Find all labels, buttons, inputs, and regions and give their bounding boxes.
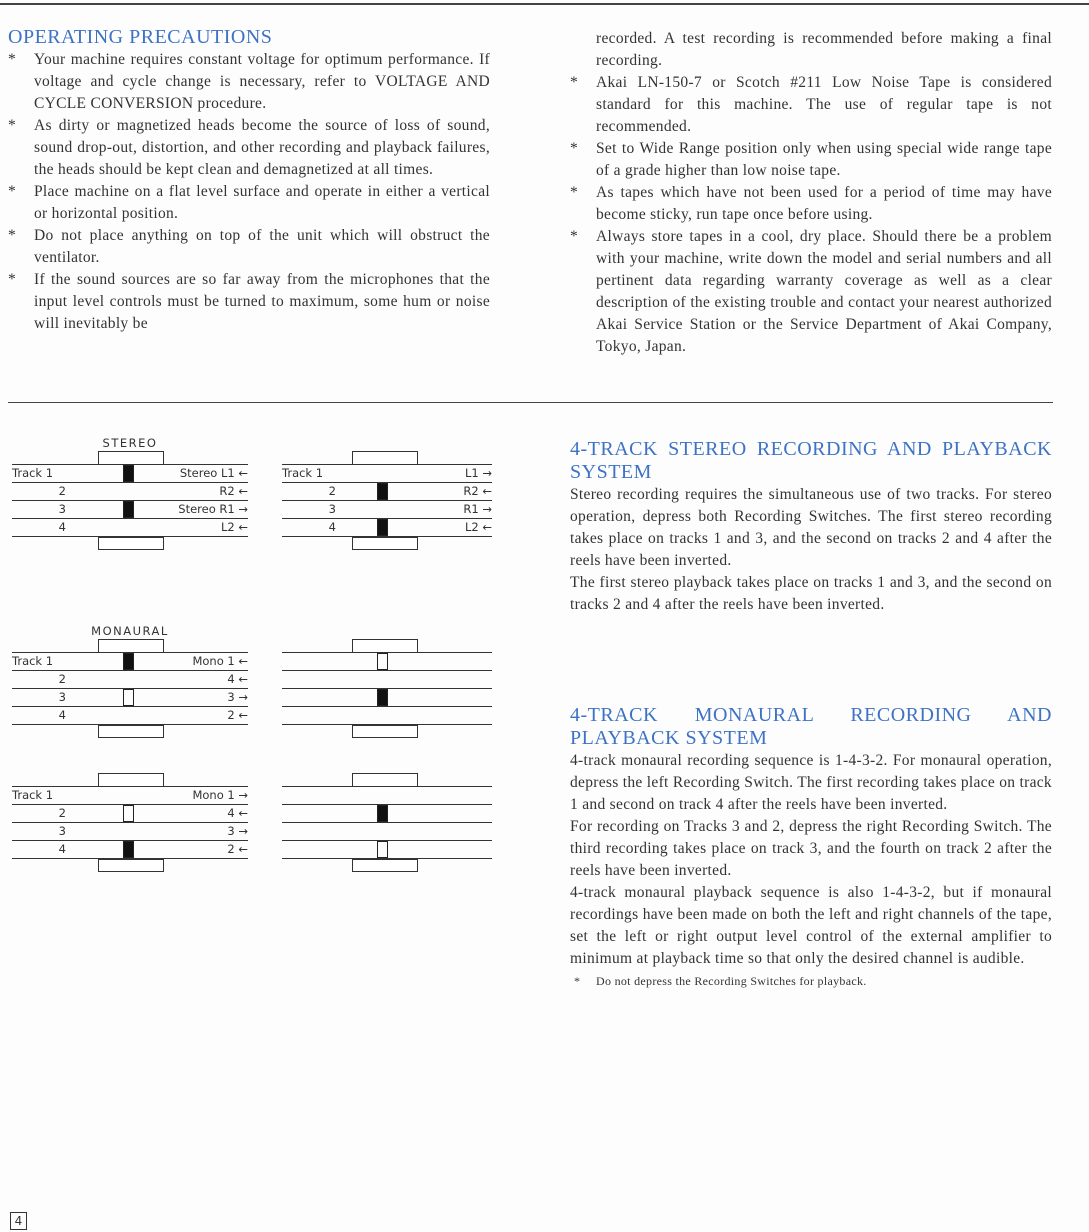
page-number: 4 [10,1212,27,1230]
bullet: * [8,271,17,288]
precaution-text: Always store tapes in a cool, dry place. Should there be a problem with your machine, write down the model and serial numbers and all pertinent data regarding warranty coverage as well as a clear description of the existing trouble and contact your nearest authorized Akai Service Station or the Service Department of Akai Company, Tokyo, Japan. [596,228,1052,355]
track-label: 3 [58,502,66,516]
head-block-top [352,773,418,787]
track-line [282,858,492,859]
mono-paragraph: 4-track monaural playback sequence is also 1-4-3-2, but if monaural recordings have been made on both the left and right channels of the tape, set the left or right output level control of the external amplifier to minimum at playback time so that only the desired channel is audible. [570,884,1052,967]
top-rule [0,3,1089,5]
stereo-paragraph: Stereo recording requires the simultaneous use of two tracks. For stereo operation, depress both Recording Switches. The first stereo recording takes place on tracks 1 and 3, and the second on tracks 2 and 4 after the reels have been inverted. [570,486,1052,569]
channel-label: R2 ← [463,484,492,498]
channel-label: R1 → [463,502,492,516]
track-label: 2 [328,484,336,498]
note-text: Do not depress the Recording Switches for playback. [596,974,867,988]
head-marker-filled [377,519,388,536]
channel-label: 3 → [227,690,248,704]
precaution-item [8,269,490,335]
mono-section [570,704,1052,992]
track-line [282,724,492,725]
diagram-caption: STEREO [102,436,158,450]
track-line [12,536,248,537]
track-line [282,670,492,671]
mono-paragraph: For recording on Tracks 3 and 2, depress the right Recording Switch. The third recording takes place on track 3, and the fourth on track 2 after the reels have been inverted. [570,818,1052,879]
precaution-item [570,72,1052,138]
track-label: 3 [328,502,336,516]
stereo-paragraph: The first stereo playback takes place on tracks 1 and 3, and the second on tracks 2 and 4 after the reels have been inverted. [570,574,1052,613]
bullet: * [570,228,579,245]
track-label: 2 [58,806,66,820]
bullet: * [8,227,17,244]
track-label: 4 [58,520,66,534]
precaution-text: Do not place anything on top of the unit which will obstruct the ventilator. [34,227,490,266]
head-block-top [98,773,164,787]
track-label: 4 [328,520,336,534]
track-label: Track 1 [12,466,54,480]
mono-title: 4-TRACK MONAURAL RECORDING AND PLAYBACK SYSTEM [570,704,1052,749]
precaution-text: As dirty or magnetized heads become the source of loss of sound, sound drop-out, distortion, and other recording and playback failures, the heads should be kept clean and demagnetized at all times. [34,117,490,178]
track-line [282,706,492,707]
precautions-right-column [570,28,1052,358]
channel-label: 2 ← [227,708,248,722]
bullet: * [8,183,17,200]
head-marker-hollow [377,841,388,858]
head-marker-hollow [123,805,134,822]
track-label: 2 [58,484,66,498]
channel-label: 4 ← [227,672,248,686]
playback-note [570,970,1052,992]
channel-label: 4 ← [227,806,248,820]
mono-paragraph: 4-track monaural recording sequence is 1-4-3-2. For monaural operation, depress the left Recording Switch. The first recording takes place on track 1 and second on track 4 after the reels have been inverted. [570,752,1052,813]
bullet: * [570,184,579,201]
precaution-text: As tapes which have not been used for a period of time may have become sticky, run tape once before using. [596,184,1052,223]
section-divider [8,402,1053,403]
head-marker-filled [123,465,134,482]
track-line [12,724,248,725]
head-marker-hollow [377,653,388,670]
channel-label: 3 → [227,824,248,838]
precaution-item [8,49,490,115]
head-marker-hollow [123,689,134,706]
continued-text: recorded. A test recording is recommended before making a final recording. [596,30,1052,69]
head-block-bottom [352,537,418,550]
channel-label: Stereo L1 ← [179,466,248,480]
diagram-caption: MONAURAL [91,624,169,638]
precaution-text: Your machine requires constant voltage for optimum performance. If voltage and cycle change is necessary, refer to VOLTAGE AND CYCLE CONVERSION procedure. [34,51,490,112]
bullet: * [8,117,17,134]
track-label: 4 [58,708,66,722]
head-block-bottom [352,859,418,872]
channel-label: Stereo R1 → [178,502,248,516]
track-label: 2 [58,672,66,686]
precaution-item [8,225,490,269]
channel-label: 2 ← [227,842,248,856]
head-marker-filled [123,841,134,858]
channel-label: Mono 1 ← [192,654,248,668]
stereo-section [570,438,1052,616]
track-line [282,536,492,537]
precaution-text: Set to Wide Range position only when using special wide range tape of a grade higher than low noise tape. [596,140,1052,179]
precaution-item [8,181,490,225]
channel-label: Mono 1 → [192,788,248,802]
stereo-title: 4-TRACK STEREO RECORDING AND PLAYBACK SYSTEM [570,438,1052,483]
track-label: 3 [58,690,66,704]
head-marker-filled [377,483,388,500]
head-marker-filled [377,689,388,706]
head-block-top [98,451,164,465]
head-block-bottom [98,859,164,872]
precaution-item [570,182,1052,226]
channel-label: R2 ← [219,484,248,498]
precaution-text: Place machine on a flat level surface and operate in either a vertical or horizontal position. [34,183,490,222]
channel-label: L1 → [464,466,492,480]
bullet: * [8,51,17,68]
track-line [12,858,248,859]
precaution-text: If the sound sources are so far away from the microphones that the input level controls must be turned to maximum, some hum or noise will inevitably be [34,271,490,332]
precaution-item [570,138,1052,182]
bullet: * [570,140,579,157]
head-block-top [98,639,164,653]
head-block-bottom [98,725,164,738]
track-label: Track 1 [12,788,54,802]
precaution-item [570,226,1052,358]
track-line [282,786,492,787]
bullet: * [574,974,581,988]
precaution-item [8,115,490,181]
track-line [282,822,492,823]
head-block-top [352,639,418,653]
track-label: Track 1 [12,654,54,668]
head-marker-filled [123,501,134,518]
head-marker-filled [123,653,134,670]
head-block-bottom [352,725,418,738]
precautions-title: OPERATING PRECAUTIONS [8,26,273,48]
channel-label: L2 ← [220,520,248,534]
track-label: Track 1 [282,466,324,480]
bullet: * [570,74,579,91]
channel-label: L2 ← [464,520,492,534]
track-label: 3 [58,824,66,838]
precaution-text: Akai LN-150-7 or Scotch #211 Low Noise Tape is considered standard for this machine. The use of regular tape is not recommended. [596,74,1052,135]
precautions-left-column [8,26,490,335]
head-block-bottom [98,537,164,550]
head-block-top [352,451,418,465]
track-label: 4 [58,842,66,856]
head-marker-filled [377,805,388,822]
